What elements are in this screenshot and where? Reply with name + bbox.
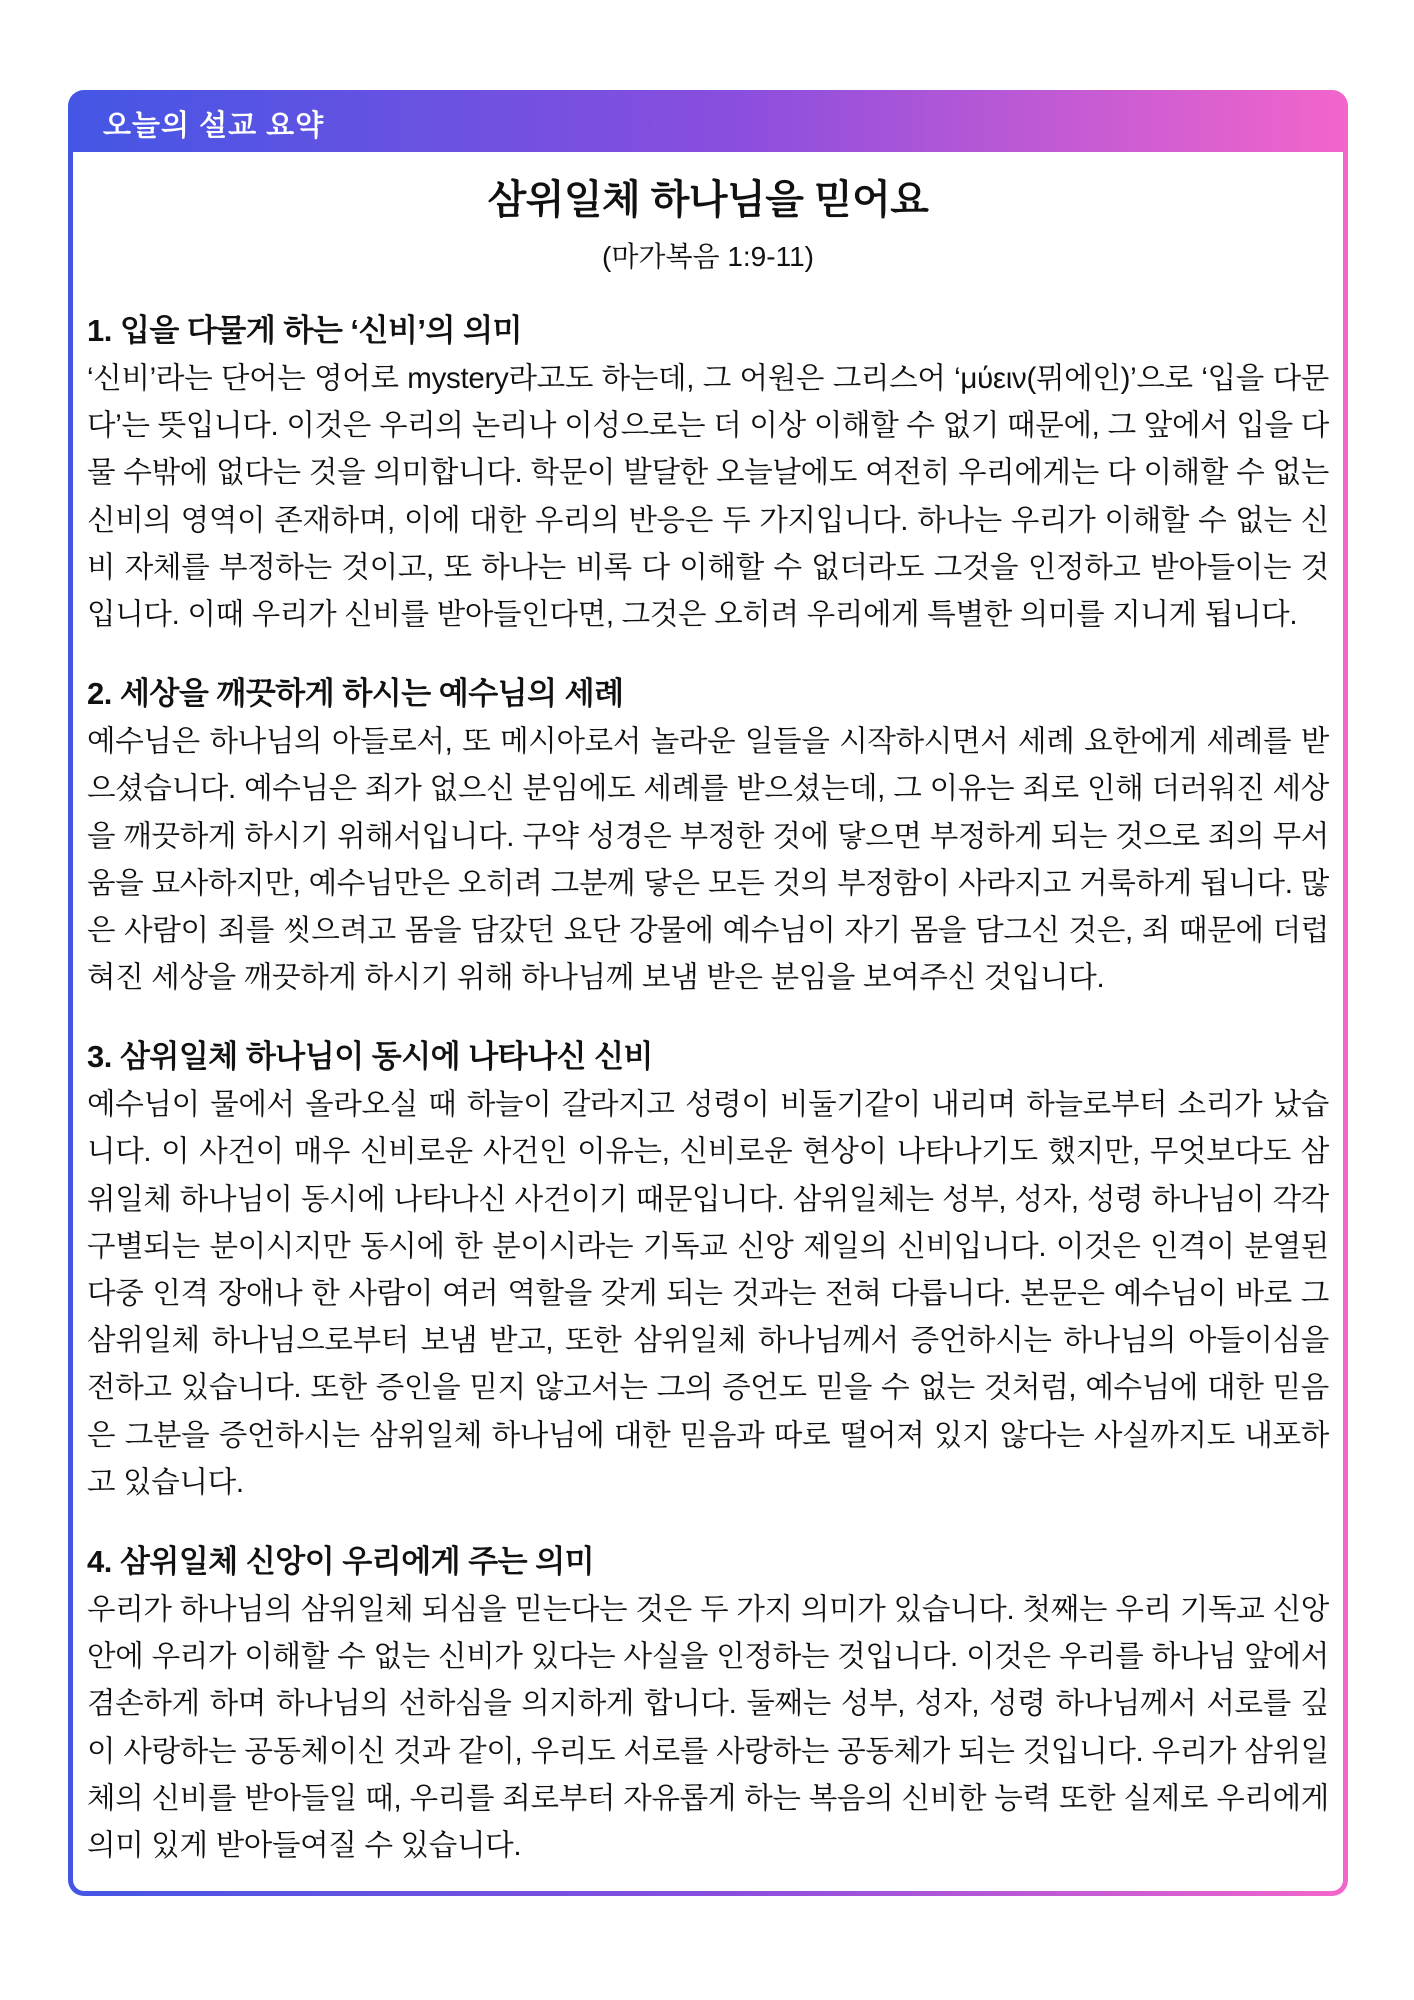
section-3 — [87, 1031, 1329, 1506]
scripture-reference: (마가복음 1:9-11) — [602, 241, 814, 272]
section-3-body: 예수님이 물에서 올라오실 때 하늘이 갈라지고 성령이 비둘기같이 내리며 하늘로부터 소리가 났습니다. 이 사건이 매우 신비로운 사건인 이유는, 신비로운 현상이 나타나기도 했지만, 무엇보다도 삼위일체 하나님이 동시에 나타나신 사건이기 때문입니다. 삼위일체는 성부, 성자, 성령 하나님이 각각 구별되는 분이시지만 동시에 한 분이시라는 기독교 신앙 제일의 신비입니다. 이것은 인격이 분열된 다중 인격 장애나 한 사람이 여러 역할을 갖게 되는 것과는 전혀 다릅니다. 본문은 예수님이 바로 그 삼위일체 하나님으로부터 보냄 받고, 또한 삼위일체 하나님께서 증언하시는 하나님의 아들이심을 전하고 있습니다. 또한 증인을 믿지 않고서는 그의 증언도 믿을 수 없는 것처럼, 예수님에 대한 믿음은 그분을 증언하시는 삼위일체 하나님에 대한 믿음과 따로 떨어져 있지 않다는 사실까지도 내포하고 있습니다. — [87, 1088, 1329, 1499]
section-3-heading: 3. 삼위일체 하나님이 동시에 나타나신 신비 — [87, 1039, 653, 1075]
card-header-tab — [73, 95, 1343, 152]
section-4 — [87, 1536, 1329, 1869]
card-header-tab-label: 오늘의 설교 요약 — [103, 110, 325, 142]
section-1-heading: 1. 입을 다물게 하는 ‘신비’의 의미 — [87, 313, 522, 348]
section-4-heading: 4. 삼위일체 신앙이 우리에게 주는 의미 — [87, 1543, 595, 1579]
section-4-body: 우리가 하나님의 삼위일체 되심을 믿는다는 것은 두 가지 의미가 있습니다. 첫째는 우리 기독교 신앙 안에 우리가 이해할 수 없는 신비가 있다는 사실을 인정하는 것입니다. 이것은 우리를 하나님 앞에서 겸손하게 하며 하나님의 선하심을 의지하게 합니다. 둘째는 성부, 성자, 성령 하나님께서 서로를 깊이 사랑하는 공동체이신 것과 같이, 우리도 서로를 사랑하는 공동체가 되는 것입니다. 우리가 삼위일체의 신비를 받아들일 때, 우리를 죄로부터 자유롭게 하는 복음의 신비한 능력 또한 실제로 우리에게 의미 있게 받아들여질 수 있습니다. — [87, 1592, 1329, 1862]
section-2-body: 예수님은 하나님의 아들로서, 또 메시아로서 놀라운 일들을 시작하시면서 세례 요한에게 세례를 받으셨습니다. 예수님은 죄가 없으신 분임에도 세례를 받으셨는데, 그 이유는 죄로 인해 더러워진 세상을 깨끗하게 하시기 위해서입니다. 구약 성경은 부정한 것에 닿으면 부정하게 되는 것으로 죄의 무서움을 묘사하지만, 예수님만은 오히려 그분께 닿은 모든 것의 부정함이 사라지고 거룩하게 됩니다. 많은 사람이 죄를 씻으려고 몸을 담갔던 요단 강물에 예수님이 자기 몸을 담그신 것은, 죄 때문에 더럽혀진 세상을 깨끗하게 하시기 위해 하나님께 보냄 받은 분임을 보여주신 것입니다. — [87, 725, 1329, 995]
sermon-summary-card — [68, 90, 1348, 1896]
section-2-heading: 2. 세상을 깨끗하게 하시는 예수님의 세례 — [87, 676, 624, 712]
section-1-body: ‘신비’라는 단어는 영어로 mystery라고도 하는데, 그 어원은 그리스어 ‘μύειν(뮈에인)’으로 ‘입을 다문다’는 뜻입니다. 이것은 우리의 논리나 이성으로는 더 이상 이해할 수 없기 때문에, 그 앞에서 입을 다물 수밖에 없다는 것을 의미합니다. 학문이 발달한 오늘날에도 여전히 우리에게는 다 이해할 수 없는 신비의 영역이 존재하며, 이에 대한 우리의 반응은 두 가지입니다. 하나는 우리가 이해할 수 없는 신비 자체를 부정하는 것이고, 또 하나는 비록 다 이해할 수 없더라도 그것을 인정하고 받아들이는 것입니다. 이때 우리가 신비를 받아들인다면, 그것은 오히려 우리에게 특별한 의미를 지니게 됩니다. — [87, 362, 1329, 631]
page-title: 삼위일체 하나님을 믿어요 — [487, 178, 929, 222]
card-body — [73, 152, 1343, 1891]
section-1 — [87, 305, 1329, 638]
section-2 — [87, 668, 1329, 1001]
